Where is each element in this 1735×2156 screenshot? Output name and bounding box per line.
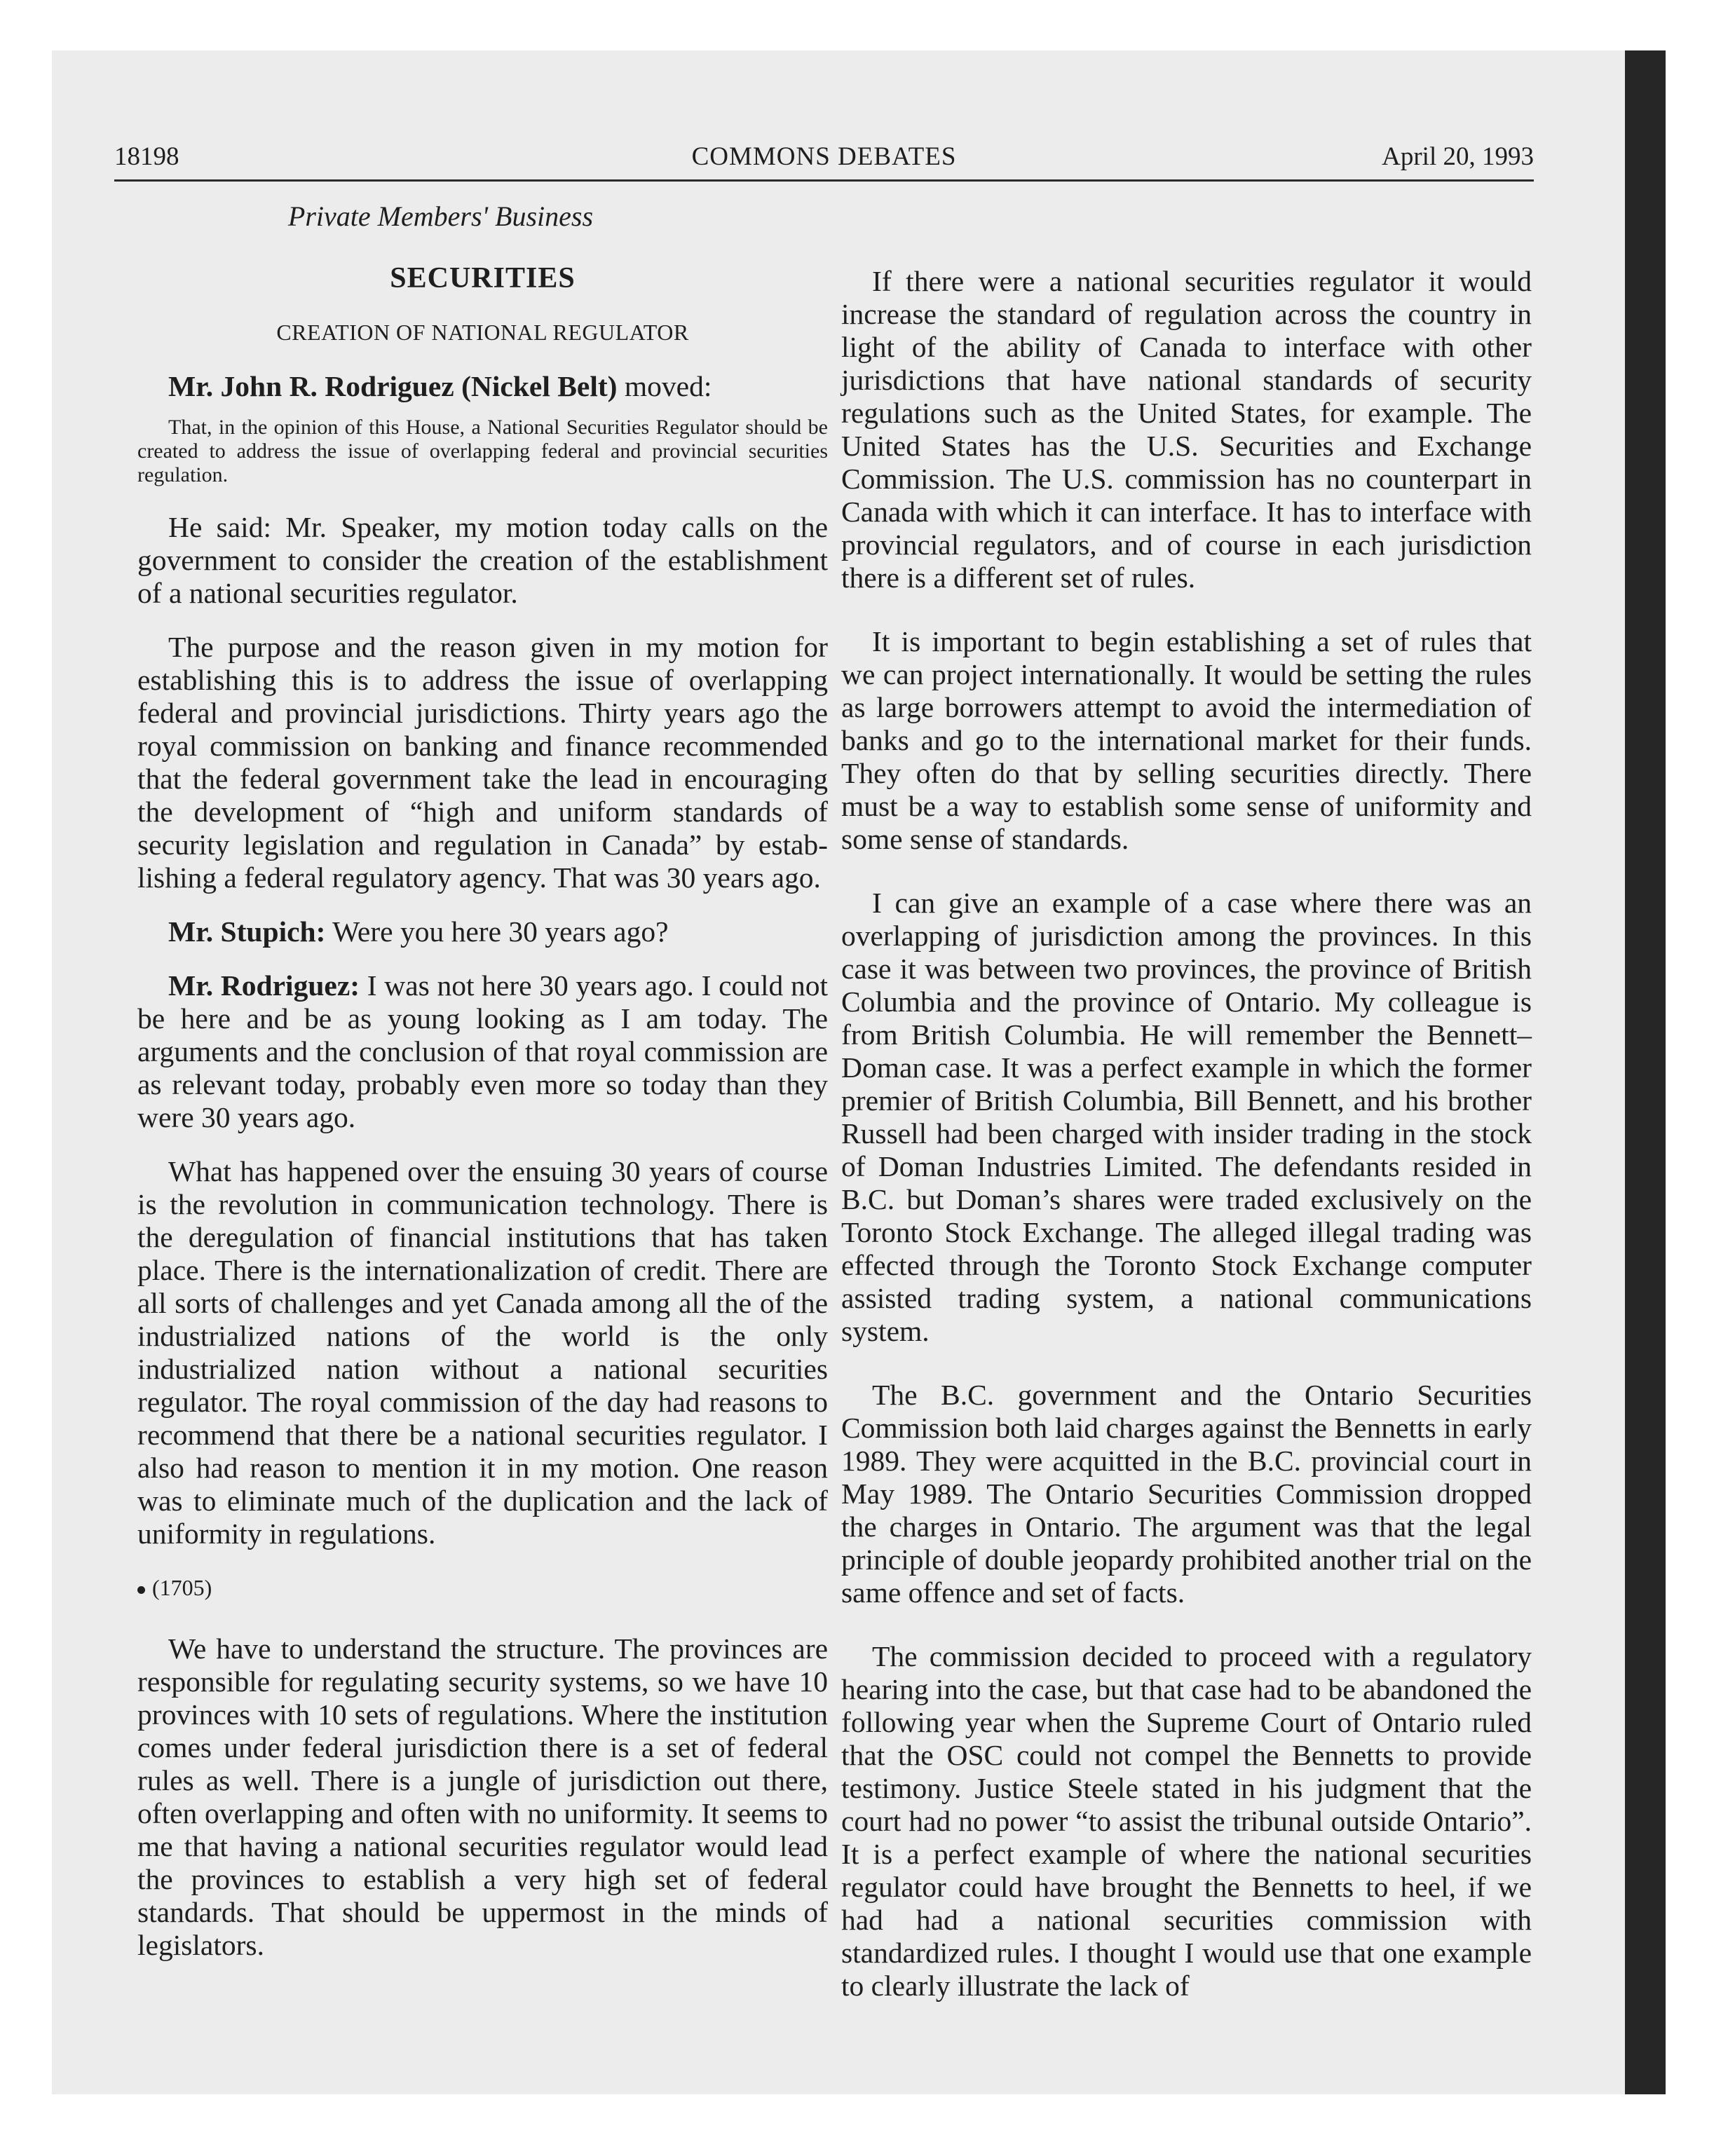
paragraph: He said: Mr. Speaker, my motion today calls on the government to consider the creation of the establishment of a national securities regulator. <box>137 511 828 609</box>
paragraph: What has happened over the ensuing 30 years of course is the revolution in communication technology. There is the deregulation of financial institutions that has taken place. There is the internationalization of credit. There are all sorts of challenges and yet Canada among all the of the industrialized nations of the world is the only industrialized nation without a national securities regulator. The royal commission of the day had reasons to recommend that there be a national securities regulator. I also had reason to mention it in my motion. One reason was to eliminate much of the duplication and the lack of uniformity in regulations. <box>137 1155 828 1550</box>
time-stamp-text: (1705) <box>152 1575 212 1600</box>
section-subtitle: CREATION OF NATIONAL REGULATOR <box>276 320 689 345</box>
right-column <box>841 265 1532 2033</box>
scan-edge-shadow <box>1625 50 1666 2094</box>
paragraph: The purpose and the reason given in my motion for establishing this is to address the issue of overlapping federal and provincial jurisdictions. Thirty years ago the royal commission on banking and finance recommended that the federal government take the lead in encouraging the development of “high and uniform standards of security legislation and regulation in Canada” by establishing a federal regulatory agency. That was 30 years ago. <box>137 631 828 894</box>
bullet-icon <box>137 1586 145 1594</box>
section-kicker: Private Members' Business <box>287 200 594 232</box>
debate-date: April 20, 1993 <box>1382 142 1534 171</box>
publication-title: COMMONS DEBATES <box>691 142 957 171</box>
motion-mover <box>137 370 828 403</box>
paragraph: If there were a national securities regulator it would increase the standard of regulation across the country in light of the ability of Canada to interface with other jurisdictions that have national standards of security regulations such as the United States, for example. The United States has the U.S. Securities and Exchange Commission. The U.S. commission has no counterpart in Canada with which it can interface. It has to interface with provincial regulators, and of course in each jurisdiction there is a different set of rules. <box>841 265 1532 594</box>
reply-speaker: Mr. Rodriguez: <box>168 969 360 1002</box>
interjection <box>137 915 828 948</box>
time-stamp <box>137 1571 828 1604</box>
motion-text: That, in the opinion of this House, a National Securities Regulator should be created to address the issue of overlapping federal and provincial securities regulation. <box>137 416 828 486</box>
paragraph: We have to understand the structure. The provinces are responsible for regulating security systems, so we have 10 provinces with 10 sets of regulations. Where the institution comes under federal jurisdiction there is a set of federal rules as well. There is a jungle of jurisdiction out there, often overlapping and often with no uniformity. It seems to me that having a national securities regulator would lead the provinces to establish a very high set of federal standards. That should be uppermost in the minds of legislators. <box>137 1632 828 1961</box>
mover-verb: moved: <box>617 370 712 402</box>
mover-name: Mr. John R. Rodriguez (Nickel Belt) <box>168 370 618 402</box>
running-head <box>114 137 1534 182</box>
left-column <box>137 200 828 1983</box>
paragraph: The commission decided to proceed with a regulatory hearing into the case, but that case had to be abandoned the following year when the Supreme Court of Ontario ruled that the OSC could not compel the Bennetts to provide testimony. Justice Steele stated in his judgment that the court had no power “to assist the tribunal outside Ontario”. It is a perfect example of where the national securities regulator could have brought the Bennetts to heel, if we had had a national securities commission with standardized rules. I thought I would use that one example to clearly illustrate the lack of <box>841 1640 1532 2002</box>
reply-text: I was not here 30 years ago. I could not be here and be as young looking as I am today. The arguments and the conclusion of that royal commission are as relevant today, probably even more so today than they were 30 years ago. <box>137 969 828 1133</box>
paragraph: The B.C. government and the Ontario Securities Commission both laid charges against the Bennetts in early 1989. They were acquitted in the B.C. provincial court in May 1989. The Ontario Securities Commission dropped the charges in Ontario. The argument was that the legal principle of double jeopardy prohibited another trial on the same offence and set of facts. <box>841 1379 1532 1609</box>
paragraph: It is important to begin establishing a set of rules that we can project internationally. It would be setting the rules as large borrowers attempt to avoid the intermediation of banks and go to the international market for their funds. They often do that by selling securities directly. There must be a way to establish some sense of uniformity and some sense of standards. <box>841 625 1532 855</box>
reply <box>137 969 828 1134</box>
section-title: SECURITIES <box>390 262 576 294</box>
page-number: 18198 <box>114 142 179 171</box>
interjection-speaker: Mr. Stupich: <box>168 915 326 948</box>
paragraph: I can give an example of a case where there was an overlapping of jurisdiction among the provinces. In this case it was between two provinces, the province of British Columbia and the province of Ontario. My colleague is from British Columbia. He will remember the Bennett–Doman case. It was a perfect example in which the former premier of British Columbia, Bill Bennett, and his brother Russell had been charged with insider trading in the stock of Doman Industries Limited. The defendants resided in B.C. but Doman’s shares were traded exclusively on the Toronto Stock Exchange. The alleged illegal trading was effected through the Toronto Stock Exchange computer assisted trading system, a national communications system. <box>841 887 1532 1347</box>
interjection-text: Were you here 30 years ago? <box>325 915 669 948</box>
